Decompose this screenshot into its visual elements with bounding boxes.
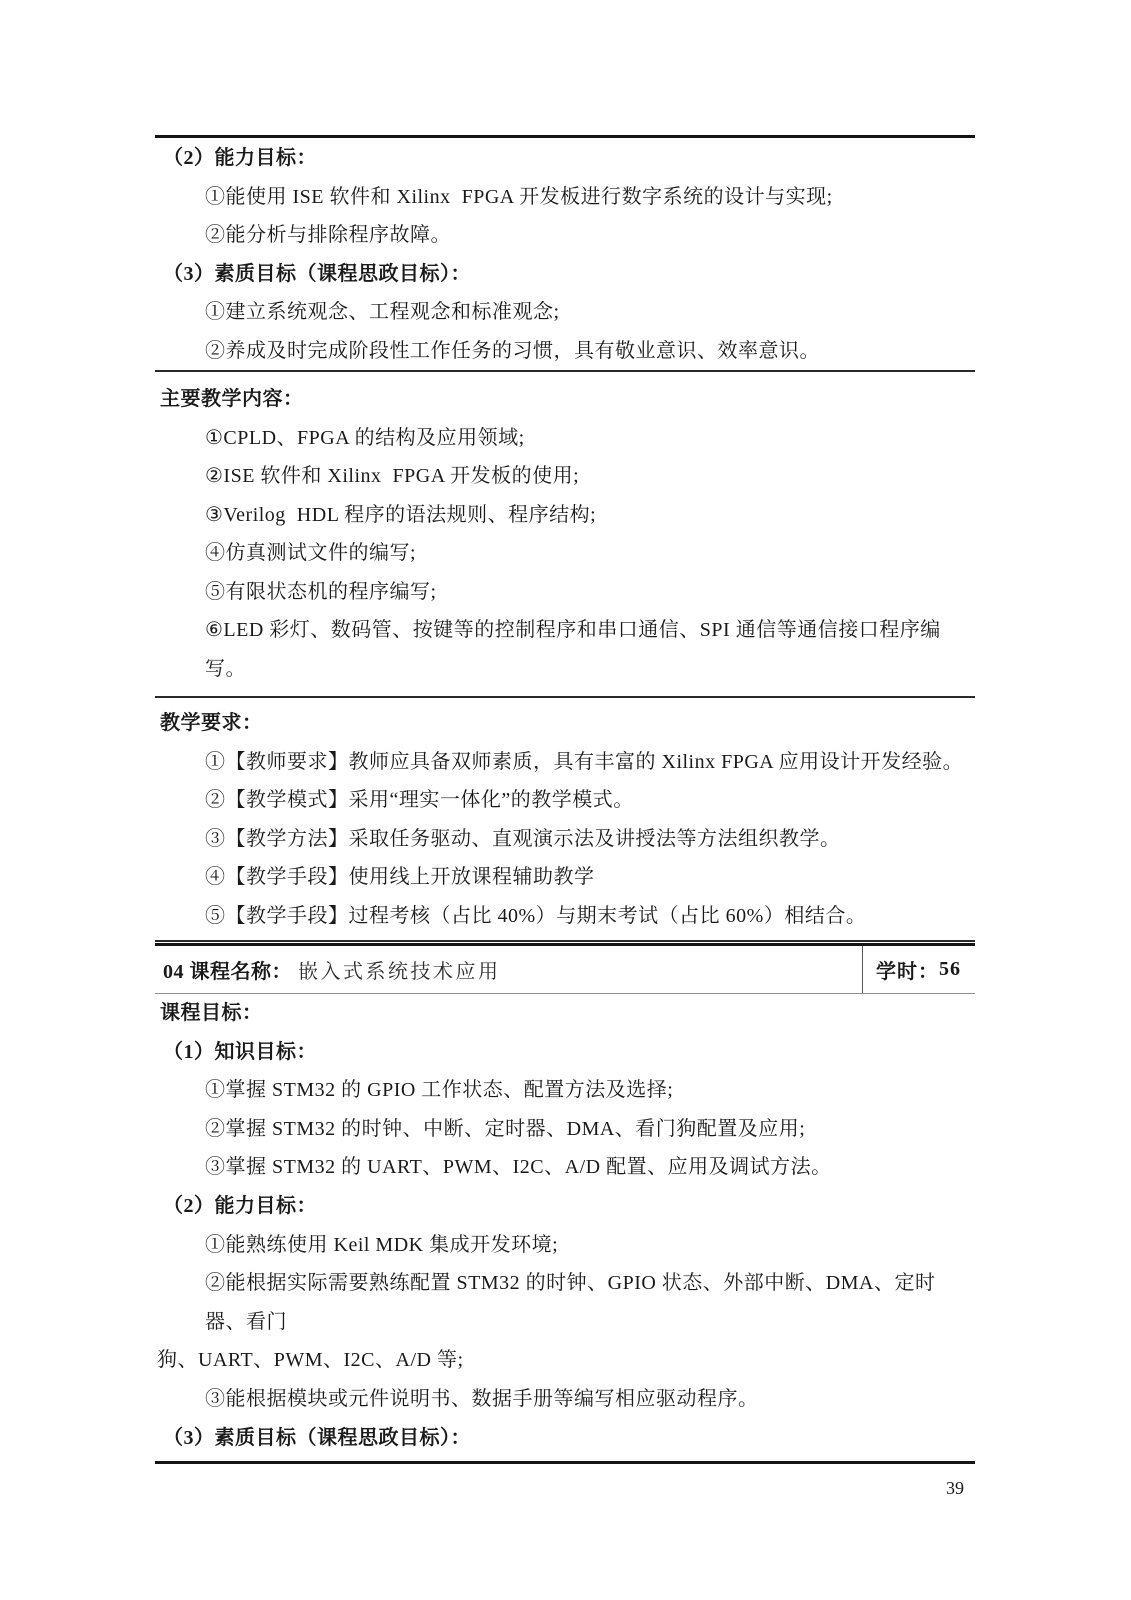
content-item: ⑥LED 彩灯、数码管、按键等的控制程序和串口通信、SPI 通信等通信接口程序编写。 [205, 619, 941, 680]
table1-bottom-rule [155, 940, 975, 942]
content-item: ③Verilog HDL 程序的语法规则、程序结构; [205, 503, 597, 526]
requirement-item: ④【教学手段】使用线上开放课程辅助教学 [205, 866, 595, 888]
objective-item: ②养成及时完成阶段性工作任务的习惯，具有敬业意识、效率意识。 [205, 339, 820, 362]
section-course-objectives [155, 994, 975, 1461]
requirement-item: ③【教学方法】采取任务驱动、直观演示法及讲授法等方法组织教学。 [205, 827, 841, 850]
heading-knowledge-objectives: （1）知识目标： [163, 1040, 317, 1063]
objective-item-continuation: 狗、UART、PWM、I2C、A/D 等; [157, 1349, 464, 1372]
heading-ability-objectives: （2）能力目标： [163, 1194, 317, 1217]
requirement-item: ②【教学模式】采用“理实一体化”的教学模式。 [205, 789, 634, 811]
objective-item: ①建立系统观念、工程观念和标准观念; [205, 301, 560, 323]
content-item: ①CPLD、FPGA 的结构及应用领域; [205, 426, 525, 449]
course-name-value: 嵌入式系统技术应用 [298, 961, 501, 983]
heading-quality-objectives: （3）素质目标（课程思政目标）： [163, 262, 471, 285]
section-teaching-requirements [155, 698, 975, 940]
course-name-cell [155, 946, 862, 993]
page-number: 39 [946, 1478, 964, 1498]
objective-item: ①掌握 STM32 的 GPIO 工作状态、配置方法及选择; [205, 1079, 674, 1102]
heading-teaching-content: 主要教学内容： [160, 388, 304, 410]
objective-item: ①能熟练使用 Keil MDK 集成开发环境; [205, 1233, 559, 1256]
course-hours-cell [862, 946, 975, 993]
course-header-row [155, 946, 975, 993]
course-number-label: 04 课程名称： [163, 961, 292, 983]
objective-item: ②能根据实际需要熟练配置 STM32 的时钟、GPIO 状态、外部中断、DMA、定时器、看门 [205, 1272, 936, 1333]
hours-value: 56 [939, 958, 961, 980]
objective-item: ③掌握 STM32 的 UART、PWM、I2C、A/D 配置、应用及调试方法。 [205, 1156, 832, 1179]
objective-item: ②掌握 STM32 的时钟、中断、定时器、DMA、看门狗配置及应用; [205, 1117, 806, 1140]
objective-item: ③能根据模块或元件说明书、数据手册等编写相应驱动程序。 [205, 1387, 759, 1410]
hours-label: 学时： [876, 961, 939, 983]
heading-ability-objectives: （2）能力目标： [163, 147, 317, 169]
table2-bottom-double-rule [155, 1461, 975, 1464]
heading-teaching-requirements: 教学要求： [160, 712, 263, 734]
heading-course-objectives: 课程目标： [160, 1002, 263, 1024]
objective-item: ②能分析与排除程序故障。 [205, 224, 451, 246]
content-item: ④仿真测试文件的编写; [205, 542, 417, 564]
syllabus-table-block-1 [155, 135, 975, 942]
requirement-item: ⑤【教学手段】过程考核（占比 40%）与期末考试（占比 60%）相结合。 [205, 904, 867, 927]
syllabus-table-block-2 [155, 943, 975, 1464]
content-item: ②ISE 软件和 Xilinx FPGA 开发板的使用; [205, 465, 580, 487]
requirement-item: ①【教师要求】教师应具备双师素质，具有丰富的 Xilinx FPGA 应用设计开发经验。 [205, 750, 964, 773]
section-teaching-content [155, 372, 975, 696]
section-objectives [155, 138, 975, 370]
objective-item: ①能使用 ISE 软件和 Xilinx FPGA 开发板进行数字系统的设计与实现; [205, 185, 833, 208]
content-item: ⑤有限状态机的程序编写; [205, 580, 437, 603]
heading-quality-objectives: （3）素质目标（课程思政目标）： [163, 1426, 471, 1449]
